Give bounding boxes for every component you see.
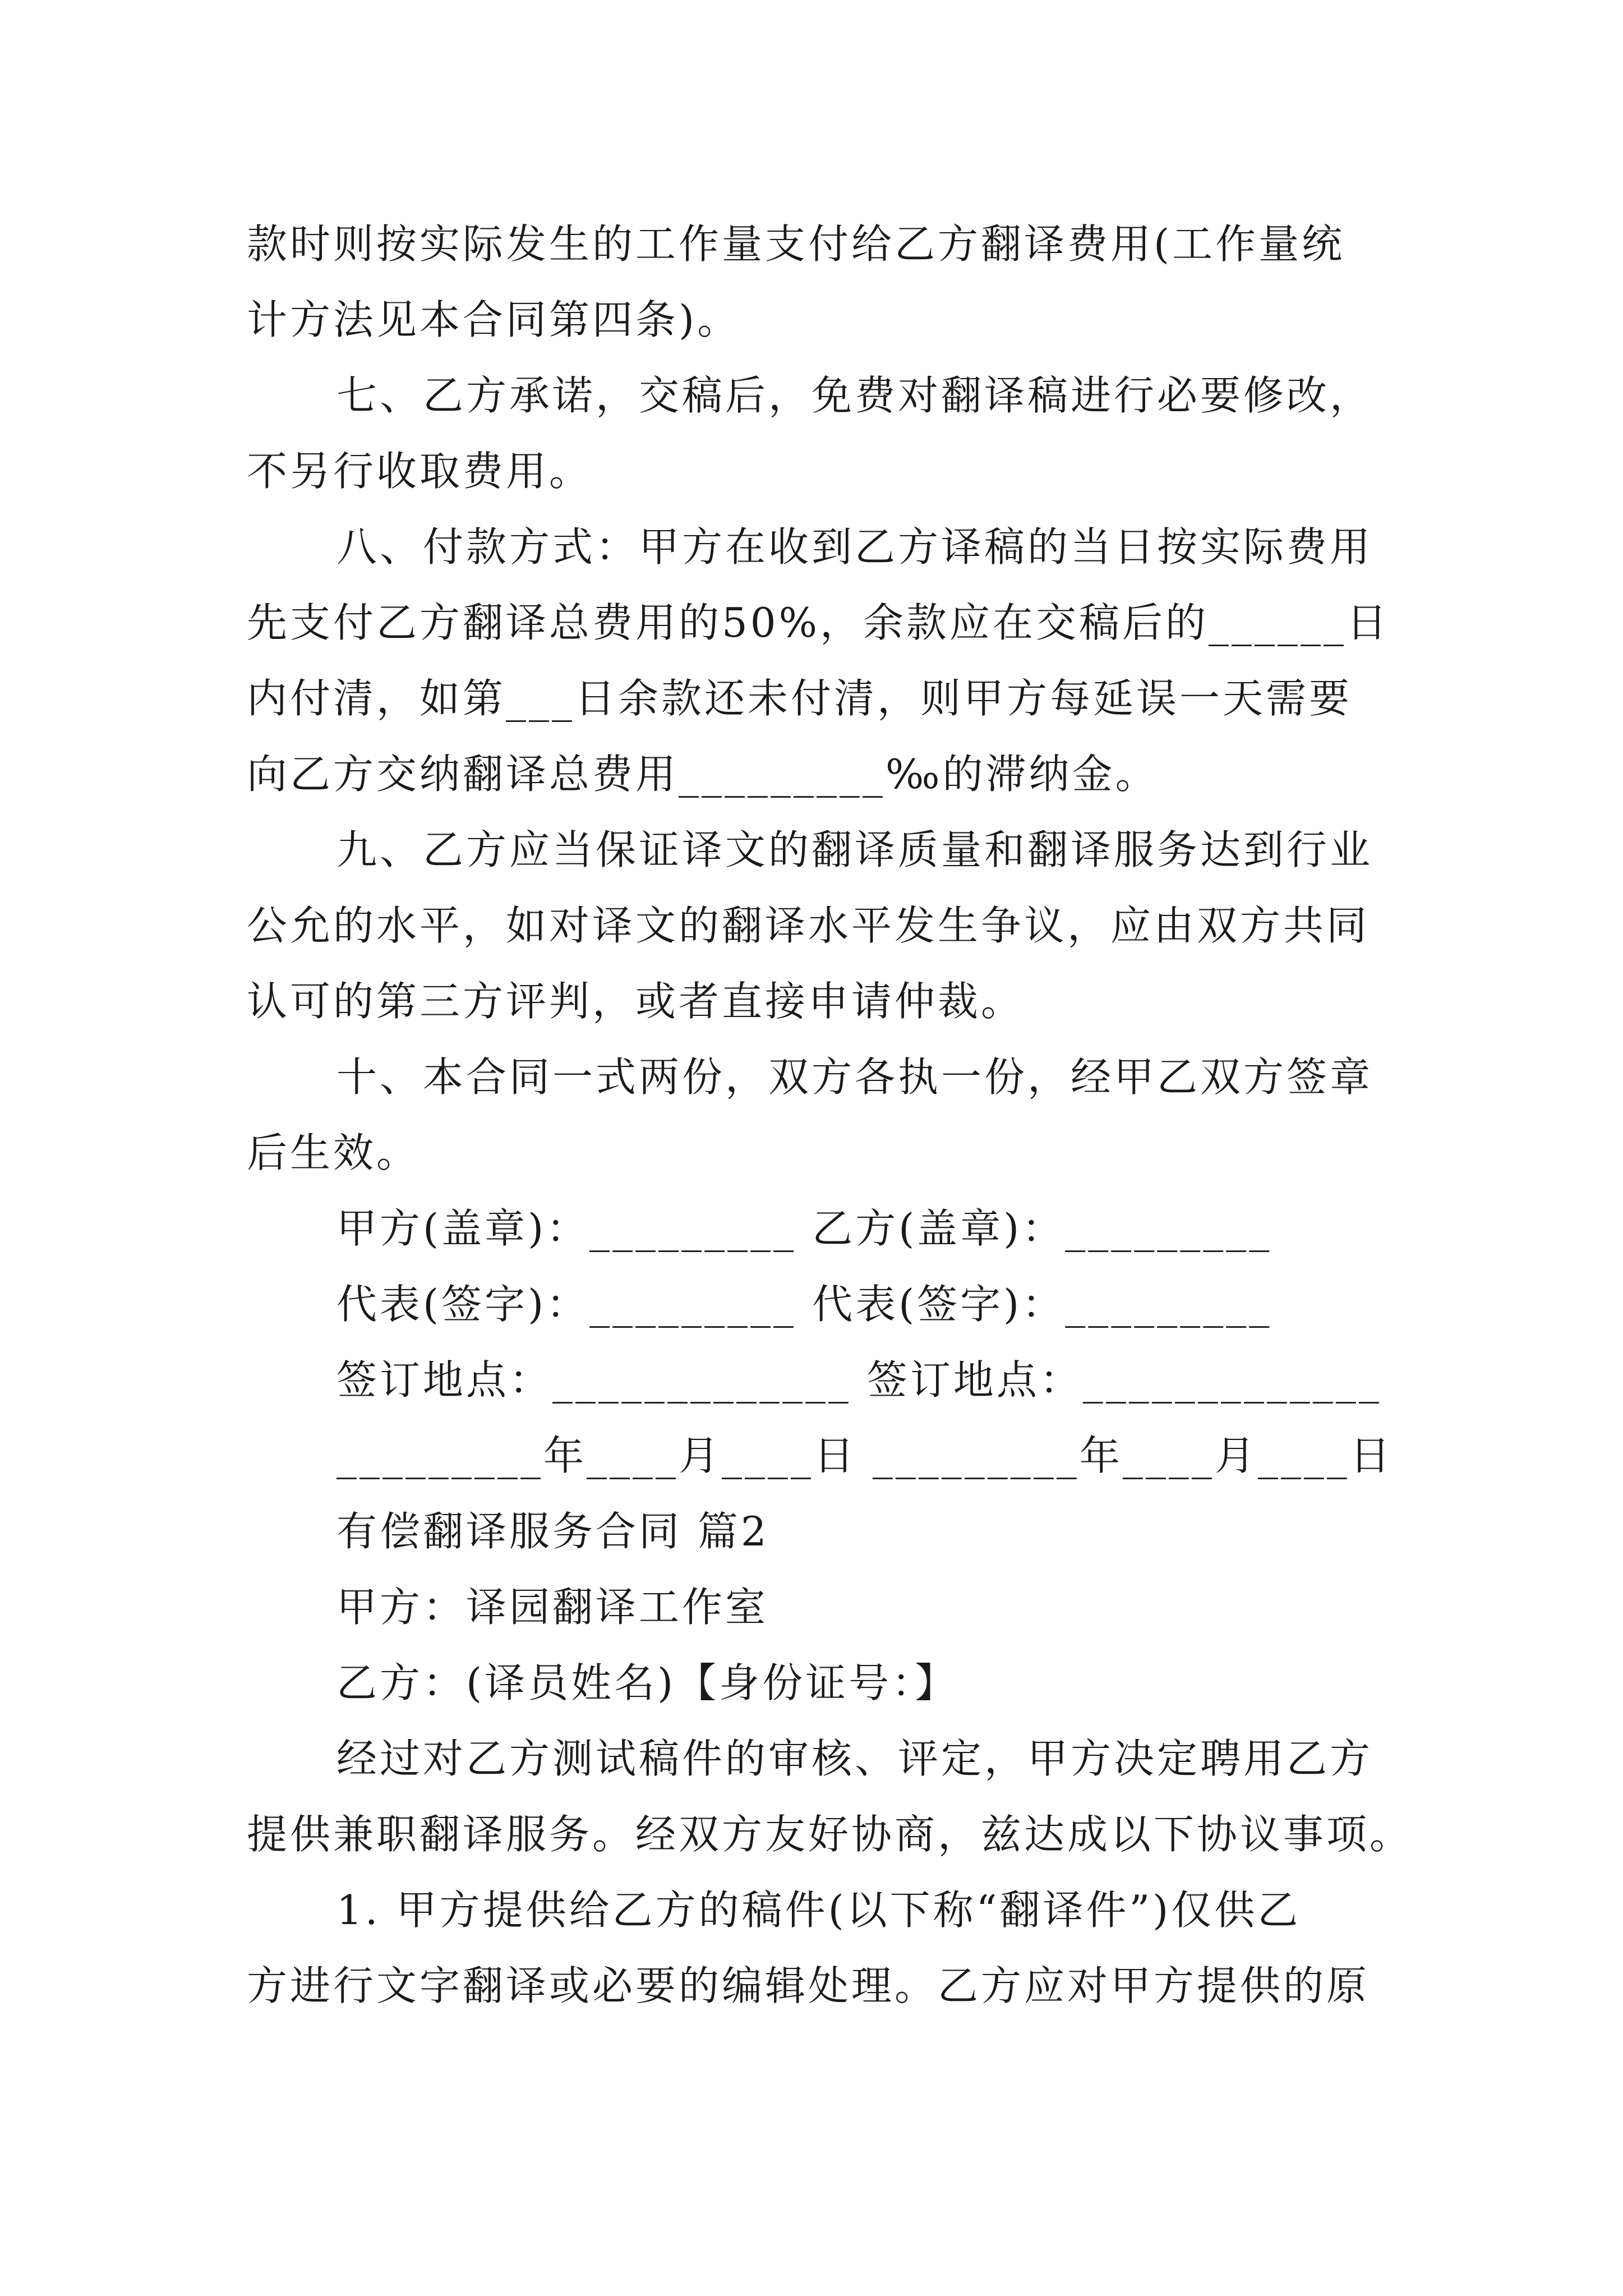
signature-row-representative: 代表(签字)：_________ 代表(签字)：_________ [336, 1281, 1272, 1328]
clause-nine-line: 九、乙方应当保证译文的翻译质量和翻译服务达到行业 [336, 826, 1373, 873]
paragraph-line: 内付清，如第___日余款还未付清，则甲方每延误一天需要 [247, 675, 1353, 722]
party-b-line: 乙方：(译员姓名)【身份证号：】 [336, 1659, 958, 1706]
signature-row-seal: 甲方(盖章)：_________ 乙方(盖章)：_________ [336, 1205, 1272, 1252]
signature-row-location: 签订地点：_____________ 签订地点：_____________ [336, 1356, 1382, 1404]
signature-row-date: _________年____月____日 _________年____月____日 [336, 1432, 1393, 1479]
paragraph-line: 向乙方交纳翻译总费用_________‰的滞纳金。 [247, 751, 1159, 798]
clause-eight-line: 八、付款方式：甲方在收到乙方译稿的当日按实际费用 [336, 523, 1373, 570]
section-title: 有偿翻译服务合同 篇2 [336, 1508, 769, 1555]
paragraph-line: 经过对乙方测试稿件的审核、评定，甲方决定聘用乙方 [336, 1735, 1373, 1782]
paragraph-line: 认可的第三方评判，或者直接申请仲裁。 [247, 978, 1025, 1025]
clause-seven-line: 七、乙方承诺，交稿后，免费对翻译稿进行必要修改， [336, 372, 1373, 419]
paragraph-line: 款时则按实际发生的工作量支付给乙方翻译费用(工作量统 [247, 220, 1345, 268]
paragraph-line: 计方法见本合同第四条)。 [247, 296, 741, 343]
clause-one-line: 1. 甲方提供给乙方的稿件(以下称“翻译件”)仅供乙 [336, 1887, 1301, 1934]
clause-ten-line: 十、本合同一式两份，双方各执一份，经甲乙双方签章 [336, 1053, 1373, 1101]
paragraph-line: 先支付乙方翻译总费用的50%，余款应在交稿后的______日 [247, 599, 1390, 646]
party-a-line: 甲方：译园翻译工作室 [336, 1584, 769, 1631]
paragraph-line: 后生效。 [247, 1129, 420, 1176]
paragraph-line: 公允的水平，如对译文的翻译水平发生争议，应由双方共同 [247, 902, 1370, 949]
paragraph-line: 方进行文字翻译或必要的编辑处理。乙方应对甲方提供的原 [247, 1962, 1370, 2009]
paragraph-line: 不另行收取费用。 [247, 448, 593, 495]
paragraph-line: 提供兼职翻译服务。经双方友好协商，兹达成以下协议事项。 [247, 1811, 1413, 1858]
